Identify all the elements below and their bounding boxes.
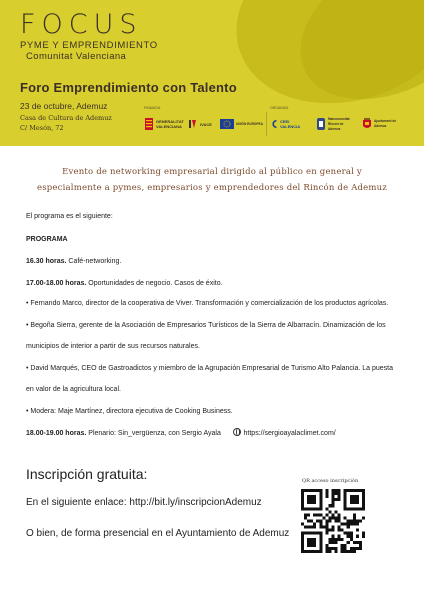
speaker-item-continued: en valor de la agricultura local. (26, 386, 121, 393)
ceei-logo (270, 114, 302, 134)
program-item (26, 279, 223, 289)
venue-address: C/ Mesón, 72 (20, 124, 64, 132)
generalitat-logo (144, 114, 182, 134)
eu-logo (220, 114, 266, 134)
ivace-mark-icon (188, 117, 198, 131)
program-item-time: 18.00-19.00 horas. (26, 430, 87, 437)
financia-caption: FINANCIA (144, 106, 161, 110)
signup-title: Inscripción gratuita: (26, 466, 148, 482)
signup-link-text[interactable]: En el siguiente enlace: http://bit.ly/inscripcionAdemuz (26, 497, 262, 508)
program-item-time: 16.30 horas. (26, 258, 67, 265)
ceei-mark-icon (270, 117, 278, 131)
eu-logo-text: UNIÓN EUROPEA (236, 121, 263, 126)
event-date: 23 de octubre, Ademuz (20, 101, 108, 111)
ivace-logo-text: IVACE (200, 121, 212, 127)
venue-name: Casa de Cultura de Ademuz (20, 114, 112, 122)
ajuntament-logo-text: Ajuntament de Ademuz (374, 119, 397, 128)
event-title: Foro Emprendimiento con Talento (20, 80, 237, 95)
program-item-text: Oportunidades de negocio. Casos de éxito. (86, 280, 223, 287)
ajuntament-logo (362, 114, 398, 134)
organiza-caption: ORGANIZA (270, 106, 289, 110)
mancomunitat-logo-text: Mancomunitat Rincón de Ademuz (328, 116, 350, 131)
logo-divider (266, 112, 267, 136)
brand-region: Comunitat Valenciana (26, 51, 127, 62)
qr-caption: QR acceso inscripción (302, 478, 359, 484)
ceei-logo-text: CEEI VALENCIA (280, 119, 301, 129)
speaker-item: • Begoña Sierra, gerente de la Asociación de Empresarios Turísticos de la Sierra de Albarracín. Dinamización de los (26, 322, 386, 329)
speaker-item-continued: municipios de interior a partir de sus recursos naturales. (26, 343, 200, 350)
heading-line: Evento de networking empresarial dirigido al público en general y (62, 167, 362, 177)
event-description-heading (20, 164, 404, 196)
program-item-text: Café-networking. (66, 258, 122, 265)
brand-subtitle: PYME Y EMPRENDIMIENTO (20, 40, 158, 51)
mancomunitat-logo (316, 114, 356, 134)
brand-logo (20, 10, 158, 62)
globe-icon (233, 428, 241, 436)
ivace-logo (188, 114, 216, 134)
ajuntament-crest-icon (362, 117, 372, 131)
program-item-text: Plenario: Sin_vergüenza, con Sergio Ayala (86, 430, 221, 437)
speaker-website-link[interactable]: https://sergioayalaclimet.com/ (243, 430, 336, 437)
generalitat-logo-text: GENERALITAT VALENCIANA (156, 119, 184, 129)
eu-flag-icon (220, 119, 234, 129)
sponsor-logos (144, 106, 414, 138)
speaker-item: • David Marqués, CEO de Gastroadictos y miembro de la Agrupación Empresarial de Turismo Alto Palancia. La puesta (26, 365, 394, 372)
heading-line: especialmente a pymes, empresarios y emprendedores del Rincón de Ademuz (36, 183, 388, 193)
generalitat-shield-icon (144, 117, 154, 131)
mancomunitat-shield-icon (316, 117, 326, 131)
program-label-text: PROGRAMA (26, 236, 68, 243)
event-venue (20, 113, 112, 133)
program-intro: El programa es el siguiente: (26, 213, 113, 220)
program-label (26, 235, 68, 245)
signup-in-person-text: O bien, de forma presencial en el Ayuntamiento de Ademuz (26, 528, 290, 539)
qr-code[interactable] (301, 489, 365, 553)
program-item (26, 257, 121, 267)
speaker-item: • Fernando Marco, director de la cooperativa de Viver. Transformación y comercialización de los productos agrícolas. (26, 300, 389, 307)
header-banner (0, 0, 424, 146)
program-item-time: 17.00-18.00 horas. (26, 280, 87, 287)
program-item (26, 428, 336, 439)
moderator-item: • Modera: Maje Martínez, directora ejecutiva de Cooking Business. (26, 408, 233, 415)
brand-name: FOCUS (20, 9, 143, 40)
